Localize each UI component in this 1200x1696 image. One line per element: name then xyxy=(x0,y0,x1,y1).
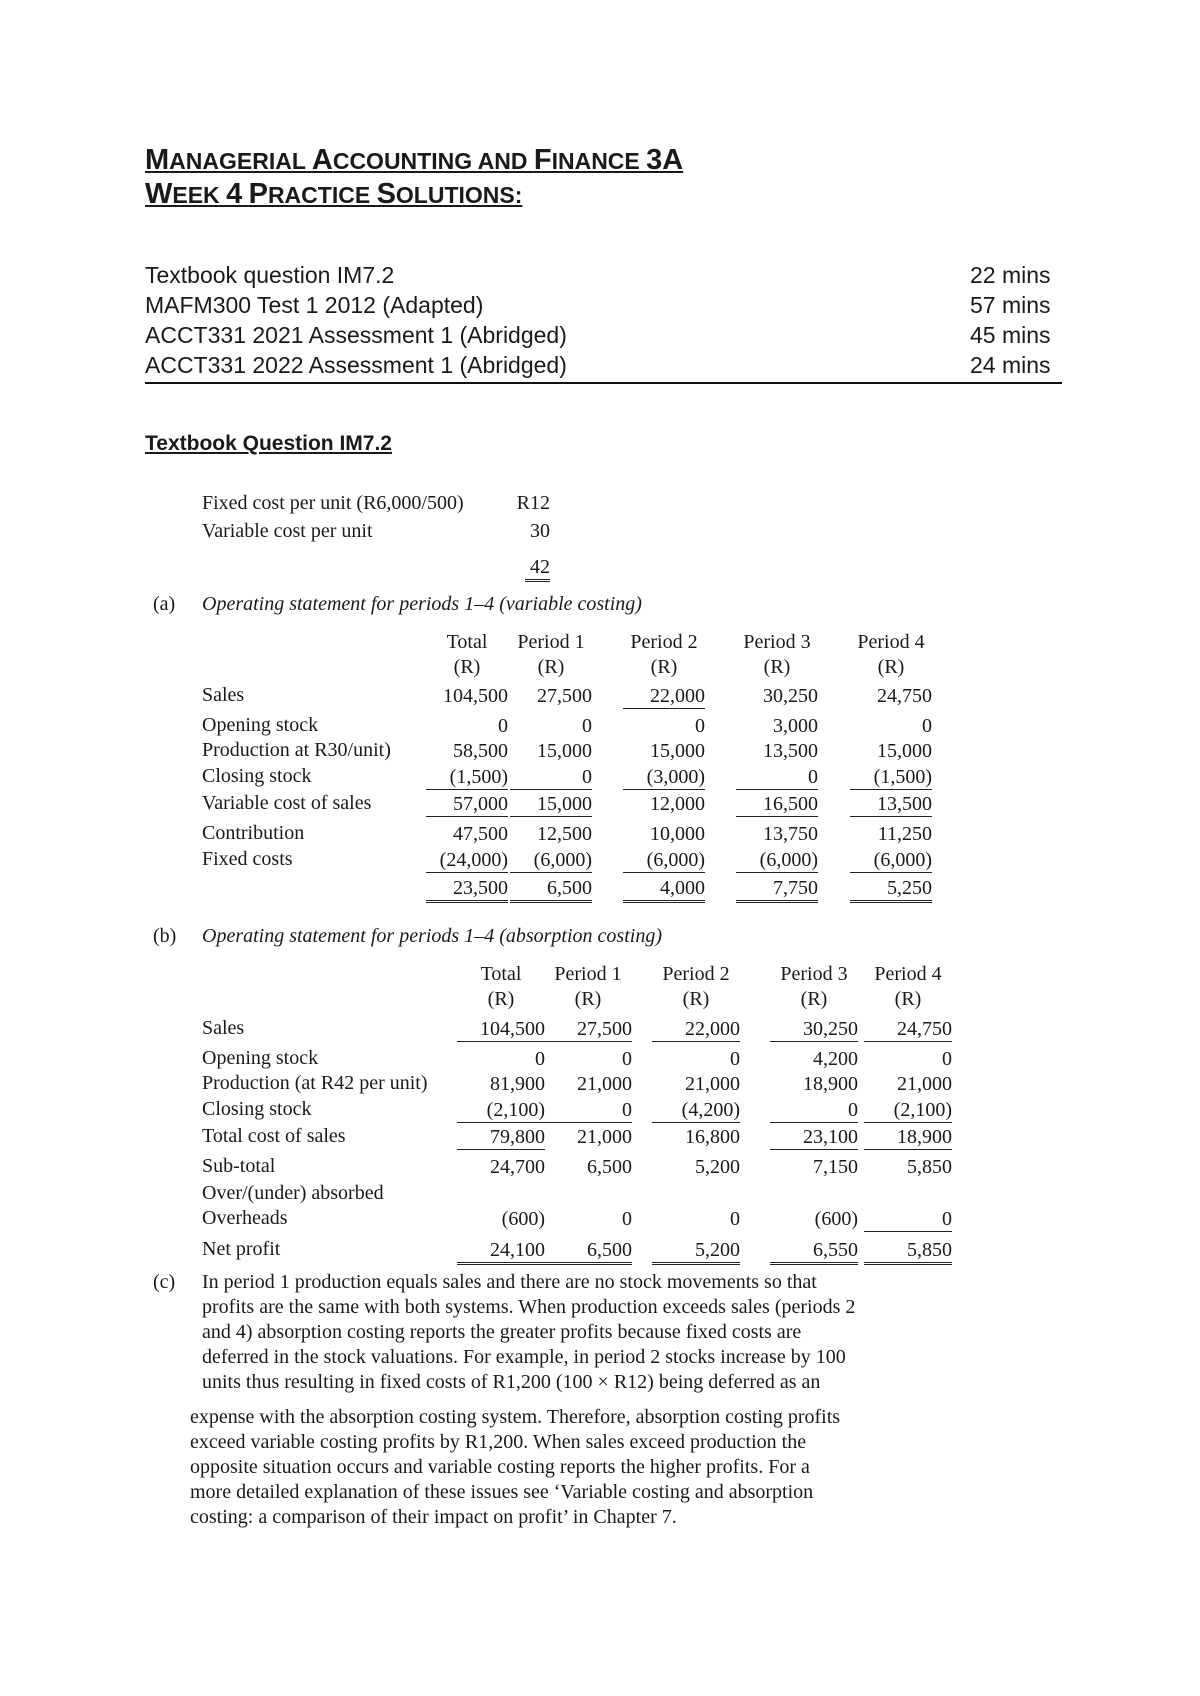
column-header: Period 4 xyxy=(874,963,942,985)
table-cell: 0 xyxy=(622,1048,632,1070)
table-cell: (3,000) xyxy=(623,765,705,790)
contents-label: MAFM300 Test 1 2012 (Adapted) xyxy=(145,292,484,318)
table-cell: 21,000 xyxy=(577,1126,632,1148)
table-cell: 0 xyxy=(622,1208,632,1230)
table-cell: 21,000 xyxy=(577,1073,632,1095)
table-cell: 0 xyxy=(942,1048,952,1070)
paragraph-line: opposite situation occurs and variable costing reports the higher profits. For a xyxy=(190,1456,810,1478)
table-cell: 5,850 xyxy=(864,1238,952,1265)
table-cell: (2,100) xyxy=(864,1098,952,1123)
table-cell: 0 xyxy=(582,715,592,737)
title-text: CCOUNTING AND xyxy=(332,148,534,174)
title-capital: A xyxy=(311,144,333,176)
part-c-explanation xyxy=(202,1270,855,1395)
table-cell: 15,000 xyxy=(510,792,592,817)
contents-time: 22 mins xyxy=(970,262,1051,288)
column-unit: (R) xyxy=(453,656,481,678)
table-cell: 11,250 xyxy=(877,823,932,845)
paragraph-line: expense with the absorption costing system. Therefore, absorption costing profits xyxy=(190,1406,841,1428)
table-cell: 12,500 xyxy=(537,823,592,845)
table-cell: (6,000) xyxy=(623,848,705,873)
paragraph-line: units thus resulting in fixed costs of R1,200 (100 × R12) being deferred as an xyxy=(202,1371,821,1393)
total-unit-cost-value: 42 xyxy=(525,556,550,582)
table-cell: 24,700 xyxy=(490,1156,545,1178)
table-cell: 13,750 xyxy=(763,823,818,845)
title-capital: P xyxy=(248,178,268,210)
row-label: Net profit xyxy=(202,1238,281,1260)
row-label: Over/(under) absorbed xyxy=(202,1182,384,1204)
table-cell: 81,900 xyxy=(490,1073,545,1095)
contents-item xyxy=(145,350,1060,380)
contents-list xyxy=(145,260,1060,380)
paragraph-line: and 4) absorption costing reports the greater profits because fixed costs are xyxy=(202,1321,802,1343)
column-unit: (R) xyxy=(894,988,922,1010)
part-c-marker: (c) xyxy=(153,1271,176,1293)
column-header: Total xyxy=(480,963,522,985)
row-label: Closing stock xyxy=(202,1098,312,1120)
table-cell: 24,100 xyxy=(457,1238,545,1265)
table-cell: (4,200) xyxy=(652,1098,740,1123)
paragraph-line: exceed variable costing profits by R1,200. When sales exceed production the xyxy=(190,1431,807,1453)
table-cell: 104,500 xyxy=(443,685,508,707)
table-cell: 30,250 xyxy=(763,685,818,707)
table-cell: 6,500 xyxy=(587,1156,632,1178)
part-a-marker: (a) xyxy=(153,593,176,615)
column-header: Period 3 xyxy=(743,631,811,653)
table-cell: 22,000 xyxy=(652,1017,740,1042)
table-cell: 24,750 xyxy=(877,685,932,707)
part-b-heading: Operating statement for periods 1–4 (absorption costing) xyxy=(202,925,662,947)
table-cell: (6,000) xyxy=(510,848,592,873)
paragraph-line: costing: a comparison of their impact on profit’ in Chapter 7. xyxy=(190,1506,677,1528)
table-cell: 30,250 xyxy=(770,1017,858,1042)
table-cell: 18,900 xyxy=(803,1073,858,1095)
table-cell: 58,500 xyxy=(453,740,508,762)
table-cell: 104,500 xyxy=(457,1017,545,1042)
title-text: INANCE xyxy=(551,148,647,174)
table-cell: 23,100 xyxy=(770,1125,858,1150)
table-cell: (600) xyxy=(814,1208,858,1230)
part-b-marker: (b) xyxy=(153,925,177,947)
row-label: Opening stock xyxy=(202,714,319,736)
table-cell: 0 xyxy=(922,715,932,737)
title-capital: 4 xyxy=(226,178,243,210)
table-cell: 0 xyxy=(730,1048,740,1070)
contents-label: ACCT331 2021 Assessment 1 (Abridged) xyxy=(145,322,567,348)
table-cell: 57,000 xyxy=(426,792,508,817)
title-capital: S xyxy=(376,178,396,210)
table-cell: 0 xyxy=(510,765,592,790)
column-header: Period 2 xyxy=(630,631,698,653)
row-label: Total cost of sales xyxy=(202,1125,346,1147)
table-cell: 47,500 xyxy=(453,823,508,845)
table-cell: 5,200 xyxy=(695,1156,740,1178)
table-cell: 24,750 xyxy=(864,1017,952,1042)
row-label: Variable cost of sales xyxy=(202,792,372,814)
title-text: RACTICE xyxy=(267,182,377,208)
part-c-explanation-continued xyxy=(190,1405,840,1530)
row-label: Opening stock xyxy=(202,1047,319,1069)
table-cell: 27,500 xyxy=(544,1017,632,1042)
column-unit: (R) xyxy=(487,988,515,1010)
column-header: Period 1 xyxy=(554,963,622,985)
table-cell: 3,000 xyxy=(773,715,818,737)
table-cell: 0 xyxy=(736,765,818,790)
contents-label: Textbook question IM7.2 xyxy=(145,262,395,288)
table-cell: 0 xyxy=(695,715,705,737)
table-cell: 5,200 xyxy=(652,1238,740,1265)
table-cell: (600) xyxy=(501,1208,545,1230)
variable-cost-label: Variable cost per unit xyxy=(202,520,373,542)
contents-item xyxy=(145,260,1060,290)
row-label: Sales xyxy=(202,684,245,706)
table-cell: (1,500) xyxy=(426,765,508,790)
contents-label: ACCT331 2022 Assessment 1 (Abridged) xyxy=(145,352,567,378)
table-cell: (6,000) xyxy=(850,848,932,873)
title-capital: F xyxy=(533,144,552,176)
table-cell: 4,200 xyxy=(813,1048,858,1070)
column-header: Period 1 xyxy=(517,631,585,653)
section-heading: Textbook Question IM7.2 xyxy=(145,432,392,455)
title-text: EEK xyxy=(172,182,227,208)
table-cell: (6,000) xyxy=(736,848,818,873)
column-unit: (R) xyxy=(877,656,905,678)
contents-time: 24 mins xyxy=(970,352,1051,378)
title-text: ANAGERIAL xyxy=(169,148,312,174)
table-cell: 15,000 xyxy=(537,740,592,762)
table-cell: 22,000 xyxy=(623,684,705,709)
table-cell: 79,800 xyxy=(457,1125,545,1150)
table-cell: 13,500 xyxy=(850,792,932,817)
column-unit: (R) xyxy=(574,988,602,1010)
row-label: Overheads xyxy=(202,1207,288,1229)
contents-time: 45 mins xyxy=(970,322,1051,348)
contents-item xyxy=(145,290,1060,320)
column-header: Period 3 xyxy=(780,963,848,985)
contents-time: 57 mins xyxy=(970,292,1051,318)
table-cell: 7,150 xyxy=(813,1156,858,1178)
table-cell: 21,000 xyxy=(897,1073,952,1095)
fixed-cost-label: Fixed cost per unit (R6,000/500) xyxy=(202,492,464,514)
table-cell: 13,500 xyxy=(763,740,818,762)
table-cell: 0 xyxy=(535,1048,545,1070)
table-cell: 7,750 xyxy=(736,876,818,903)
row-label: Production at R30/unit) xyxy=(202,739,391,761)
table-cell: 10,000 xyxy=(650,823,705,845)
table-cell: (2,100) xyxy=(457,1098,545,1123)
table-cell: 0 xyxy=(770,1098,858,1123)
title-text: OLUTIONS: xyxy=(395,182,523,208)
column-unit: (R) xyxy=(800,988,828,1010)
column-unit: (R) xyxy=(537,656,565,678)
table-cell: 0 xyxy=(498,715,508,737)
table-cell: (1,500) xyxy=(850,765,932,790)
row-label: Production (at R42 per unit) xyxy=(202,1072,428,1094)
row-label: Closing stock xyxy=(202,765,312,787)
table-cell: 6,500 xyxy=(510,876,592,903)
fixed-cost-value: R12 xyxy=(516,492,550,514)
document-subtitle xyxy=(145,180,522,209)
table-cell: 23,500 xyxy=(426,876,508,903)
table-cell: 6,500 xyxy=(544,1238,632,1265)
row-label: Sub-total xyxy=(202,1155,276,1177)
contents-item xyxy=(145,320,1060,350)
table-cell: 21,000 xyxy=(685,1073,740,1095)
row-label: Sales xyxy=(202,1017,245,1039)
paragraph-line: deferred in the stock valuations. For example, in period 2 stocks increase by 100 xyxy=(202,1346,846,1368)
table-cell: 12,000 xyxy=(650,793,705,815)
part-a-heading: Operating statement for periods 1–4 (variable costing) xyxy=(202,593,642,615)
document-title xyxy=(145,146,683,175)
table-cell: 16,800 xyxy=(685,1126,740,1148)
table-cell: 5,250 xyxy=(850,876,932,903)
table-cell: 6,550 xyxy=(770,1238,858,1265)
column-header: Period 2 xyxy=(662,963,730,985)
table-cell: 5,850 xyxy=(907,1156,952,1178)
column-header: Period 4 xyxy=(857,631,925,653)
table-cell: 4,000 xyxy=(623,876,705,903)
variable-cost-value: 30 xyxy=(530,520,550,542)
paragraph-line: profits are the same with both systems. When production exceeds sales (periods 2 xyxy=(202,1296,856,1318)
column-unit: (R) xyxy=(650,656,678,678)
title-capital: M xyxy=(145,144,170,176)
column-unit: (R) xyxy=(682,988,710,1010)
table-cell: 27,500 xyxy=(537,685,592,707)
row-label: Fixed costs xyxy=(202,848,293,870)
title-capital: W xyxy=(145,178,173,210)
table-cell: 15,000 xyxy=(650,740,705,762)
table-cell: 18,900 xyxy=(864,1125,952,1150)
table-cell: 0 xyxy=(730,1208,740,1230)
paragraph-line: In period 1 production equals sales and there are no stock movements so that xyxy=(202,1271,817,1293)
paragraph-line: more detailed explanation of these issues see ‘Variable costing and absorption xyxy=(190,1481,814,1503)
table-cell: 15,000 xyxy=(877,740,932,762)
table-cell: (24,000) xyxy=(426,848,508,873)
table-cell: 16,500 xyxy=(736,792,818,817)
row-label: Contribution xyxy=(202,822,305,844)
table-cell: 0 xyxy=(544,1098,632,1123)
contents-divider xyxy=(145,382,1062,384)
table-cell: 0 xyxy=(864,1207,952,1232)
column-header: Total xyxy=(446,631,488,653)
title-capital: 3A xyxy=(646,144,684,176)
column-unit: (R) xyxy=(763,656,791,678)
